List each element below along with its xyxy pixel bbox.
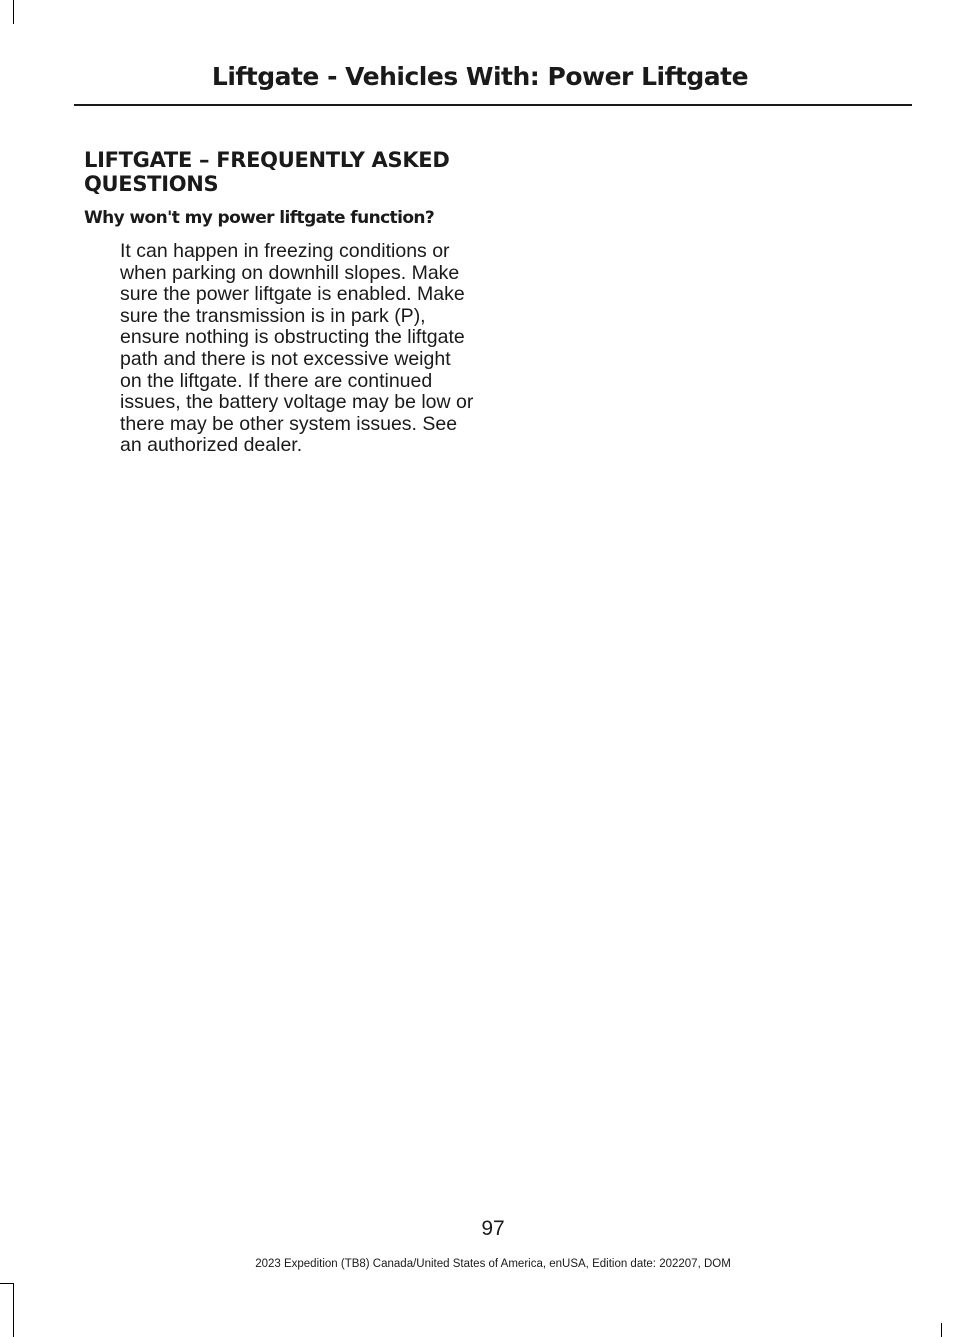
crop-mark-top-left [13, 0, 14, 24]
crop-mark-bottom-left-vertical [13, 1283, 14, 1337]
page-number: 97 [481, 1217, 505, 1240]
section-heading: LIFTGATE – FREQUENTLY ASKED QUESTIONS [84, 148, 450, 196]
crop-mark-bottom-left-horizontal [0, 1283, 13, 1284]
footer-edition-info: 2023 Expedition (TB8) Canada/United States of America, enUSA, Edition date: 202207, DOM [255, 1258, 731, 1270]
header-divider [74, 104, 912, 106]
page-header-title: Liftgate - Vehicles With: Power Liftgate [211, 62, 749, 91]
faq-question: Why won't my power liftgate function? [84, 208, 435, 228]
faq-answer: It can happen in freezing conditions or when parking on downhill slopes. Make sure the power liftgate is enabled. Make sure the transmission is in park (P), ensure nothing is obstructing the liftgate path and there is not excessive weight on the liftgate. If there are continued issues, the battery voltage may be low or there may be other system issues. See an authorized dealer. [120, 240, 474, 457]
crop-mark-bottom-right [941, 1323, 942, 1337]
